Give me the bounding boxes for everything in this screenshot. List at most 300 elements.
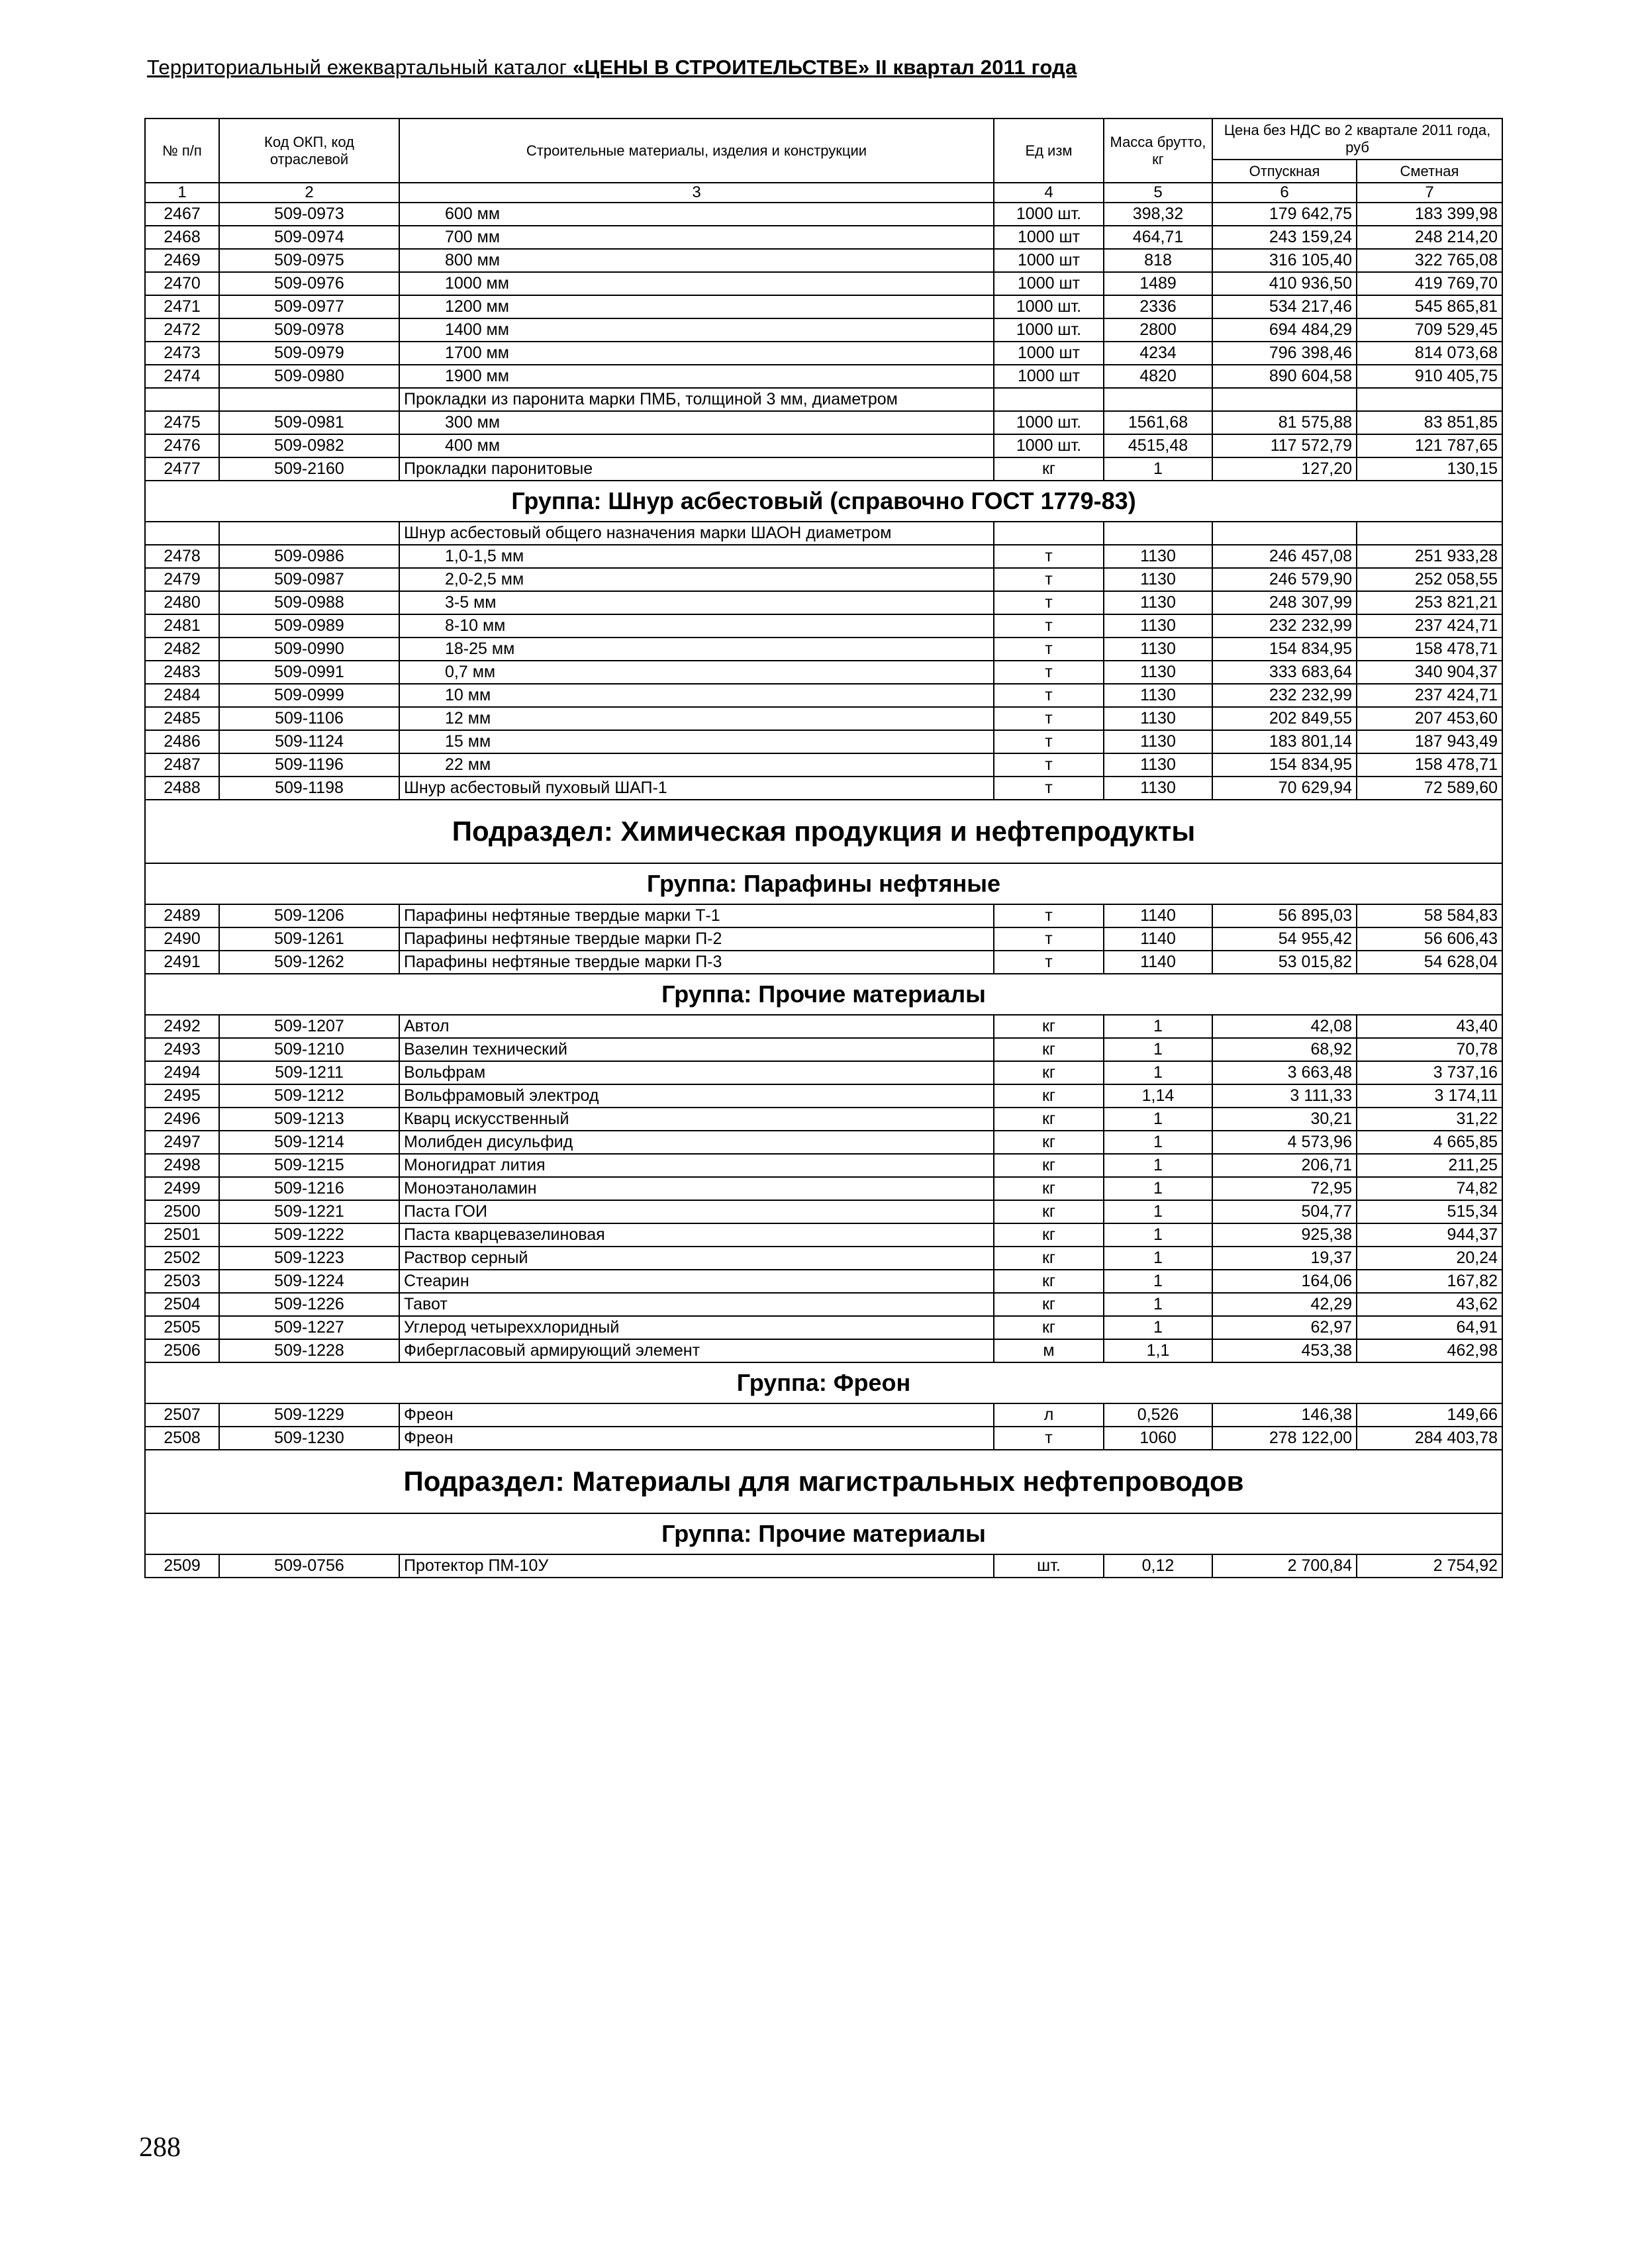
item-price-estimate: 183 399,98	[1357, 203, 1502, 226]
item-code: 509-1216	[219, 1177, 399, 1200]
item-mass: 1130	[1104, 638, 1212, 661]
item-number: 2493	[145, 1038, 219, 1061]
item-unit: т	[994, 638, 1104, 661]
item-price-release: 694 484,29	[1212, 318, 1357, 342]
item-unit: т	[994, 707, 1104, 730]
item-unit: кг	[994, 1015, 1104, 1038]
item-code: 509-2160	[219, 457, 399, 481]
item-code: 509-1124	[219, 730, 399, 753]
item-price-estimate: 56 606,43	[1357, 927, 1502, 951]
item-mass: 2800	[1104, 318, 1212, 342]
table-row	[145, 614, 1502, 638]
item-price-release: 534 217,46	[1212, 295, 1357, 318]
empty-cell	[219, 388, 399, 411]
item-price-estimate: 74,82	[1357, 1177, 1502, 1200]
item-number: 2471	[145, 295, 219, 318]
item-number: 2481	[145, 614, 219, 638]
item-price-release: 154 834,95	[1212, 638, 1357, 661]
item-mass: 1130	[1104, 568, 1212, 591]
item-code: 509-0987	[219, 568, 399, 591]
item-number: 2509	[145, 1554, 219, 1578]
table-row	[145, 1154, 1502, 1177]
item-code: 509-0986	[219, 545, 399, 568]
item-price-estimate: 944,37	[1357, 1223, 1502, 1247]
item-price-release: 232 232,99	[1212, 684, 1357, 707]
caption-text: Шнур асбестовый общего назначения марки ШАОН диаметром	[399, 522, 994, 545]
item-name: Паста кварцевазелиновая	[399, 1223, 994, 1247]
item-name: Автол	[399, 1015, 994, 1038]
item-number: 2476	[145, 434, 219, 457]
table-row	[145, 1247, 1502, 1270]
item-price-estimate: 207 453,60	[1357, 707, 1502, 730]
item-price-release: 278 122,00	[1212, 1427, 1357, 1450]
item-price-estimate: 70,78	[1357, 1038, 1502, 1061]
item-price-release: 246 457,08	[1212, 545, 1357, 568]
item-price-release: 72,95	[1212, 1177, 1357, 1200]
item-unit: м	[994, 1339, 1104, 1362]
table-row	[145, 545, 1502, 568]
item-name: Парафины нефтяные твердые марки П-2	[399, 927, 994, 951]
item-price-estimate: 167,82	[1357, 1270, 1502, 1293]
item-mass: 1	[1104, 1131, 1212, 1154]
item-mass: 1	[1104, 1270, 1212, 1293]
item-code: 509-0978	[219, 318, 399, 342]
item-name: Фибергласовый армирующий элемент	[399, 1339, 994, 1362]
table-row	[145, 753, 1502, 777]
item-price-estimate: 252 058,55	[1357, 568, 1502, 591]
table-row	[145, 203, 1502, 226]
item-name: 400 мм	[399, 434, 994, 457]
item-price-estimate: 910 405,75	[1357, 365, 1502, 388]
item-code: 509-1214	[219, 1131, 399, 1154]
item-price-estimate: 3 737,16	[1357, 1061, 1502, 1084]
item-unit: т	[994, 684, 1104, 707]
item-price-estimate: 31,22	[1357, 1108, 1502, 1131]
item-unit: т	[994, 927, 1104, 951]
column-number: 5	[1104, 183, 1212, 203]
item-mass: 1	[1104, 1061, 1212, 1084]
item-price-estimate: 121 787,65	[1357, 434, 1502, 457]
item-code: 509-1223	[219, 1247, 399, 1270]
table-row	[145, 318, 1502, 342]
item-price-estimate: 158 478,71	[1357, 638, 1502, 661]
empty-cell	[145, 388, 219, 411]
item-number: 2473	[145, 342, 219, 365]
item-unit: кг	[994, 1177, 1104, 1200]
table-row	[145, 411, 1502, 434]
item-number: 2472	[145, 318, 219, 342]
item-name: 700 мм	[399, 226, 994, 249]
item-name: 1000 мм	[399, 272, 994, 295]
item-price-estimate: 4 665,85	[1357, 1131, 1502, 1154]
item-number: 2506	[145, 1339, 219, 1362]
item-mass: 1130	[1104, 777, 1212, 800]
item-name: 1400 мм	[399, 318, 994, 342]
table-row	[145, 365, 1502, 388]
item-price-release: 248 307,99	[1212, 591, 1357, 614]
group-title: Группа: Шнур асбестовый (справочно ГОСТ 1779-83)	[145, 481, 1502, 522]
column-number: 7	[1357, 183, 1502, 203]
item-price-estimate: 43,40	[1357, 1015, 1502, 1038]
item-code: 509-1224	[219, 1270, 399, 1293]
table-row	[145, 927, 1502, 951]
item-number: 2489	[145, 904, 219, 927]
item-price-release: 68,92	[1212, 1038, 1357, 1061]
item-name: Стеарин	[399, 1270, 994, 1293]
item-price-release: 206,71	[1212, 1154, 1357, 1177]
item-name: Молибден дисульфид	[399, 1131, 994, 1154]
item-number: 2497	[145, 1131, 219, 1154]
table-row	[145, 1177, 1502, 1200]
item-code: 509-1207	[219, 1015, 399, 1038]
table-row	[145, 1108, 1502, 1131]
item-number: 2486	[145, 730, 219, 753]
empty-cell	[1357, 522, 1502, 545]
item-price-release: 796 398,46	[1212, 342, 1357, 365]
item-price-estimate: 130,15	[1357, 457, 1502, 481]
group-title: Группа: Прочие материалы	[145, 974, 1502, 1015]
item-name: Вольфрамовый электрод	[399, 1084, 994, 1108]
item-price-estimate: 237 424,71	[1357, 614, 1502, 638]
item-mass: 398,32	[1104, 203, 1212, 226]
item-unit: т	[994, 614, 1104, 638]
item-mass: 4820	[1104, 365, 1212, 388]
item-number: 2495	[145, 1084, 219, 1108]
item-code: 509-1212	[219, 1084, 399, 1108]
table-row	[145, 777, 1502, 800]
item-number: 2475	[145, 411, 219, 434]
item-code: 509-1215	[219, 1154, 399, 1177]
item-name: 1,0-1,5 мм	[399, 545, 994, 568]
item-price-estimate: 58 584,83	[1357, 904, 1502, 927]
item-number: 2501	[145, 1223, 219, 1247]
item-code: 509-0990	[219, 638, 399, 661]
item-mass: 1	[1104, 1038, 1212, 1061]
group-row	[145, 863, 1502, 904]
item-name: 600 мм	[399, 203, 994, 226]
item-code: 509-1106	[219, 707, 399, 730]
item-number: 2499	[145, 1177, 219, 1200]
item-code: 509-0988	[219, 591, 399, 614]
item-name: 0,7 мм	[399, 661, 994, 684]
item-name: 1200 мм	[399, 295, 994, 318]
item-price-release: 53 015,82	[1212, 951, 1357, 974]
table-row	[145, 1223, 1502, 1247]
caption-row	[145, 388, 1502, 411]
item-unit: т	[994, 661, 1104, 684]
item-number: 2467	[145, 203, 219, 226]
item-unit: 1000 шт.	[994, 411, 1104, 434]
item-code: 509-0989	[219, 614, 399, 638]
item-unit: 1000 шт	[994, 272, 1104, 295]
item-name: 800 мм	[399, 249, 994, 272]
item-mass: 1130	[1104, 661, 1212, 684]
item-price-release: 2 700,84	[1212, 1554, 1357, 1578]
item-price-estimate: 211,25	[1357, 1154, 1502, 1177]
item-number: 2468	[145, 226, 219, 249]
item-number: 2496	[145, 1108, 219, 1131]
item-mass: 0,526	[1104, 1403, 1212, 1427]
item-unit: кг	[994, 1247, 1104, 1270]
item-unit: кг	[994, 1293, 1104, 1316]
item-mass: 1	[1104, 1200, 1212, 1223]
item-name: Вазелин технический	[399, 1038, 994, 1061]
item-mass: 1	[1104, 1223, 1212, 1247]
item-price-release: 19,37	[1212, 1247, 1357, 1270]
item-unit: т	[994, 904, 1104, 927]
item-price-release: 453,38	[1212, 1339, 1357, 1362]
item-unit: т	[994, 545, 1104, 568]
item-unit: 1000 шт.	[994, 203, 1104, 226]
group-row	[145, 974, 1502, 1015]
item-code: 509-0981	[219, 411, 399, 434]
item-name: 1900 мм	[399, 365, 994, 388]
table-row	[145, 1339, 1502, 1362]
item-name: 300 мм	[399, 411, 994, 434]
subsection-row	[145, 1450, 1502, 1513]
empty-cell	[145, 522, 219, 545]
item-name: 15 мм	[399, 730, 994, 753]
item-number: 2478	[145, 545, 219, 568]
item-name: 8-10 мм	[399, 614, 994, 638]
item-code: 509-0977	[219, 295, 399, 318]
item-price-release: 179 642,75	[1212, 203, 1357, 226]
item-name: Паста ГОИ	[399, 1200, 994, 1223]
item-price-estimate: 237 424,71	[1357, 684, 1502, 707]
subsection-row	[145, 800, 1502, 863]
table-row	[145, 1061, 1502, 1084]
item-name: Протектор ПМ-10У	[399, 1554, 994, 1578]
item-code: 509-1210	[219, 1038, 399, 1061]
item-number: 2487	[145, 753, 219, 777]
item-code: 509-1206	[219, 904, 399, 927]
item-unit: л	[994, 1403, 1104, 1427]
item-code: 509-1196	[219, 753, 399, 777]
table-row	[145, 1427, 1502, 1450]
empty-cell	[219, 522, 399, 545]
item-code: 509-0973	[219, 203, 399, 226]
item-price-release: 81 575,88	[1212, 411, 1357, 434]
item-price-estimate: 545 865,81	[1357, 295, 1502, 318]
item-number: 2470	[145, 272, 219, 295]
item-code: 509-1222	[219, 1223, 399, 1247]
table-row	[145, 434, 1502, 457]
item-number: 2505	[145, 1316, 219, 1339]
empty-cell	[1212, 388, 1357, 411]
item-code: 509-1262	[219, 951, 399, 974]
table-row	[145, 1403, 1502, 1427]
table-row	[145, 730, 1502, 753]
item-name: Тавот	[399, 1293, 994, 1316]
item-code: 509-0980	[219, 365, 399, 388]
item-name: Фреон	[399, 1403, 994, 1427]
item-unit: кг	[994, 1223, 1104, 1247]
group-row	[145, 1362, 1502, 1403]
item-mass: 0,12	[1104, 1554, 1212, 1578]
empty-cell	[994, 522, 1104, 545]
item-mass: 1140	[1104, 904, 1212, 927]
item-name: Парафины нефтяные твердые марки Т-1	[399, 904, 994, 927]
column-number: 1	[145, 183, 219, 203]
table-row	[145, 1293, 1502, 1316]
table-row	[145, 568, 1502, 591]
item-number: 2477	[145, 457, 219, 481]
item-name: 2,0-2,5 мм	[399, 568, 994, 591]
item-mass: 1	[1104, 1108, 1212, 1131]
table-row	[145, 684, 1502, 707]
table-row	[145, 1270, 1502, 1293]
table-row	[145, 1038, 1502, 1061]
item-mass: 1130	[1104, 545, 1212, 568]
item-price-estimate: 64,91	[1357, 1316, 1502, 1339]
page-header	[147, 56, 1169, 86]
header-title-prefix: Территориальный ежеквартальный каталог	[147, 56, 573, 79]
column-number: 4	[994, 183, 1104, 203]
item-price-release: 316 105,40	[1212, 249, 1357, 272]
item-mass: 464,71	[1104, 226, 1212, 249]
item-name: 12 мм	[399, 707, 994, 730]
item-price-estimate: 462,98	[1357, 1339, 1502, 1362]
item-name: Шнур асбестовый пуховый ШАП-1	[399, 777, 994, 800]
item-unit: т	[994, 1427, 1104, 1450]
item-code: 509-0974	[219, 226, 399, 249]
item-code: 509-0975	[219, 249, 399, 272]
item-price-estimate: 20,24	[1357, 1247, 1502, 1270]
item-number: 2484	[145, 684, 219, 707]
column-header-code: Код ОКП, код отраслевой	[219, 118, 399, 183]
item-code: 509-1228	[219, 1339, 399, 1362]
group-title: Группа: Парафины нефтяные	[145, 863, 1502, 904]
item-name: 1700 мм	[399, 342, 994, 365]
item-price-estimate: 709 529,45	[1357, 318, 1502, 342]
item-number: 2485	[145, 707, 219, 730]
item-unit: 1000 шт	[994, 342, 1104, 365]
item-price-release: 127,20	[1212, 457, 1357, 481]
item-price-release: 246 579,90	[1212, 568, 1357, 591]
item-code: 509-1211	[219, 1061, 399, 1084]
item-mass: 1,1	[1104, 1339, 1212, 1362]
item-number: 2508	[145, 1427, 219, 1450]
item-number: 2479	[145, 568, 219, 591]
item-code: 509-0979	[219, 342, 399, 365]
item-number: 2503	[145, 1270, 219, 1293]
item-unit: 1000 шт	[994, 249, 1104, 272]
subsection-title: Подраздел: Материалы для магистральных нефтепроводов	[145, 1450, 1502, 1513]
item-mass: 1,14	[1104, 1084, 1212, 1108]
item-price-release: 4 573,96	[1212, 1131, 1357, 1154]
item-price-estimate: 3 174,11	[1357, 1084, 1502, 1108]
column-number: 6	[1212, 183, 1357, 203]
group-row	[145, 1513, 1502, 1554]
item-mass: 1130	[1104, 730, 1212, 753]
group-row	[145, 481, 1502, 522]
item-code: 509-1229	[219, 1403, 399, 1427]
table-row	[145, 1015, 1502, 1038]
item-number: 2494	[145, 1061, 219, 1084]
item-number: 2500	[145, 1200, 219, 1223]
item-unit: т	[994, 777, 1104, 800]
empty-cell	[994, 388, 1104, 411]
item-price-estimate: 83 851,85	[1357, 411, 1502, 434]
table-row	[145, 272, 1502, 295]
item-price-release: 117 572,79	[1212, 434, 1357, 457]
item-price-release: 42,29	[1212, 1293, 1357, 1316]
item-unit: кг	[994, 1108, 1104, 1131]
item-price-estimate: 187 943,49	[1357, 730, 1502, 753]
empty-cell	[1357, 388, 1502, 411]
item-price-release: 410 936,50	[1212, 272, 1357, 295]
column-numbers-row	[145, 183, 1502, 203]
item-price-release: 164,06	[1212, 1270, 1357, 1293]
item-mass: 1140	[1104, 951, 1212, 974]
item-price-release: 70 629,94	[1212, 777, 1357, 800]
column-header-unit: Ед изм	[994, 118, 1104, 183]
item-price-estimate: 149,66	[1357, 1403, 1502, 1427]
item-price-estimate: 419 769,70	[1357, 272, 1502, 295]
item-price-estimate: 248 214,20	[1357, 226, 1502, 249]
item-code: 509-1261	[219, 927, 399, 951]
table-row	[145, 1084, 1502, 1108]
item-price-release: 890 604,58	[1212, 365, 1357, 388]
column-header-num: № п/п	[145, 118, 219, 183]
item-mass: 1	[1104, 457, 1212, 481]
item-price-estimate: 158 478,71	[1357, 753, 1502, 777]
item-price-estimate: 322 765,08	[1357, 249, 1502, 272]
item-unit: т	[994, 951, 1104, 974]
item-mass: 1060	[1104, 1427, 1212, 1450]
item-price-estimate: 253 821,21	[1357, 591, 1502, 614]
table-row	[145, 1200, 1502, 1223]
item-unit: т	[994, 568, 1104, 591]
item-name: Моноэтаноламин	[399, 1177, 994, 1200]
item-mass: 4234	[1104, 342, 1212, 365]
column-number: 3	[399, 183, 994, 203]
item-number: 2474	[145, 365, 219, 388]
item-price-release: 54 955,42	[1212, 927, 1357, 951]
item-price-estimate: 2 754,92	[1357, 1554, 1502, 1578]
table-row	[145, 295, 1502, 318]
item-mass: 1	[1104, 1015, 1212, 1038]
group-title: Группа: Фреон	[145, 1362, 1502, 1403]
item-mass: 818	[1104, 249, 1212, 272]
item-mass: 1	[1104, 1316, 1212, 1339]
item-price-release: 3 111,33	[1212, 1084, 1357, 1108]
item-price-release: 42,08	[1212, 1015, 1357, 1038]
item-number: 2490	[145, 927, 219, 951]
item-name: Парафины нефтяные твердые марки П-3	[399, 951, 994, 974]
item-code: 509-0976	[219, 272, 399, 295]
item-price-release: 3 663,48	[1212, 1061, 1357, 1084]
column-header-price-release: Отпускная	[1212, 160, 1357, 183]
column-header-price-estimate: Сметная	[1357, 160, 1502, 183]
table-row	[145, 1131, 1502, 1154]
item-code: 509-0756	[219, 1554, 399, 1578]
empty-cell	[1104, 388, 1212, 411]
item-mass: 1140	[1104, 927, 1212, 951]
item-unit: кг	[994, 1131, 1104, 1154]
item-unit: т	[994, 730, 1104, 753]
empty-cell	[1212, 522, 1357, 545]
item-unit: шт.	[994, 1554, 1104, 1578]
item-code: 509-1221	[219, 1200, 399, 1223]
caption-row	[145, 522, 1502, 545]
item-name: Прокладки паронитовые	[399, 457, 994, 481]
item-unit: 1000 шт	[994, 365, 1104, 388]
item-unit: 1000 шт	[994, 226, 1104, 249]
item-unit: 1000 шт.	[994, 318, 1104, 342]
item-name: 10 мм	[399, 684, 994, 707]
table-row	[145, 951, 1502, 974]
